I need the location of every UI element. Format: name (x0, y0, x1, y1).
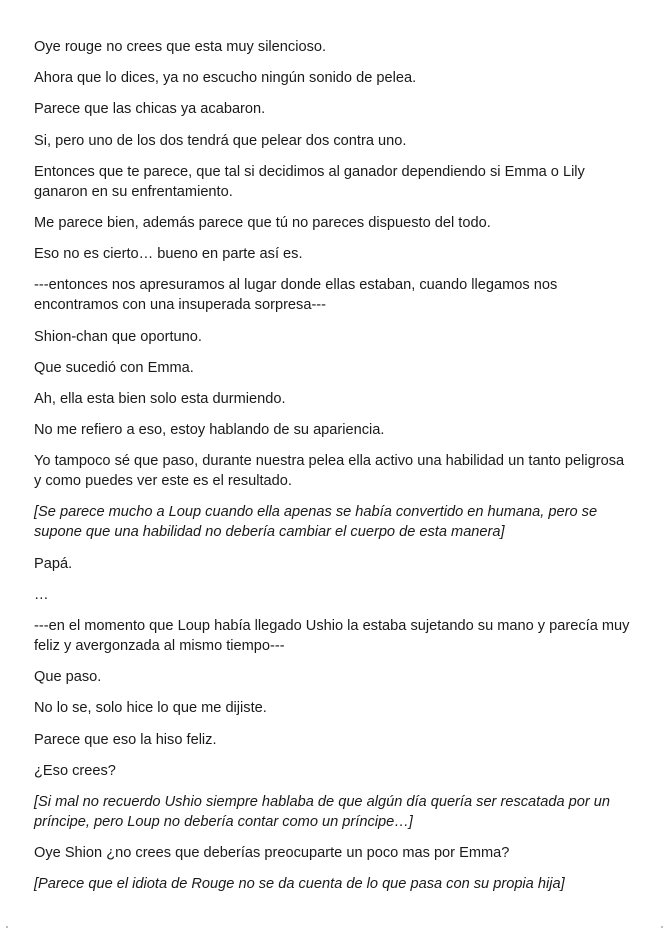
paragraph: … (34, 586, 49, 603)
page-corner-mark (6, 926, 8, 928)
paragraph: Ah, ella esta bien solo esta durmiendo. (34, 390, 286, 407)
paragraph: No lo se, solo hice lo que me dijiste. (34, 700, 267, 717)
paragraph: No me refiero a eso, estoy hablando de su apariencia. (34, 422, 385, 439)
paragraph: Oye rouge no crees que esta muy silencioso. (34, 39, 327, 55)
paragraph: Papá. (34, 555, 73, 572)
paragraph: Ahora que lo dices, ya no escucho ningún sonido de pelea. (34, 70, 417, 87)
paragraph: Shion-chan que oportuno. (34, 328, 202, 345)
thought-paragraph: [Parece que el idiota de Rouge no se da cuenta de lo que pasa con su propia hija] (34, 876, 565, 893)
paragraph: ¿Eso crees? (34, 762, 116, 779)
thought-paragraph: [Si mal no recuerdo Ushio siempre hablaba de que algún día quería ser rescatada por un príncipe, pero Loup no debería contar como un príncipe…] (34, 793, 610, 830)
paragraph: Entonces que te parece, que tal si decidimos al ganador dependiendo si Emma o Lily ganaron en su enfrentamiento. (34, 163, 585, 200)
paragraph: Eso no es cierto… bueno en parte así es. (34, 246, 303, 263)
paragraph: Que paso. (34, 669, 102, 686)
narration-paragraph: ---en el momento que Loup había llegado Ushio la estaba sujetando su mano y parecía muy feliz y avergonzada al mismo tiempo--- (34, 618, 630, 654)
paragraph: Yo tampoco sé que paso, durante nuestra pelea ella activo una habilidad un tanto peligrosa y como puedes ver este es el resultado. (34, 453, 625, 490)
page-corner-mark (661, 926, 663, 928)
paragraph: Oye Shion ¿no crees que deberías preocuparte un poco mas por Emma? (34, 845, 510, 862)
paragraph: Si, pero uno de los dos tendrá que pelear dos contra uno. (34, 132, 407, 149)
document-body (34, 37, 634, 906)
paragraph: Parece que las chicas ya acabaron. (34, 101, 266, 118)
paragraph: Que sucedió con Emma. (34, 359, 194, 376)
paragraph: Parece que eso la hiso feliz. (34, 731, 217, 748)
paragraph: Me parece bien, además parece que tú no pareces dispuesto del todo. (34, 214, 491, 231)
thought-paragraph: [Se parece mucho a Loup cuando ella apenas se había convertido en humana, pero se supone que una habilidad no debería cambiar el cuerpo de esta manera] (34, 504, 598, 541)
narration-paragraph: ---entonces nos apresuramos al lugar donde ellas estaban, cuando llegamos nos encontramos con una insuperada sorpresa--- (34, 277, 558, 314)
